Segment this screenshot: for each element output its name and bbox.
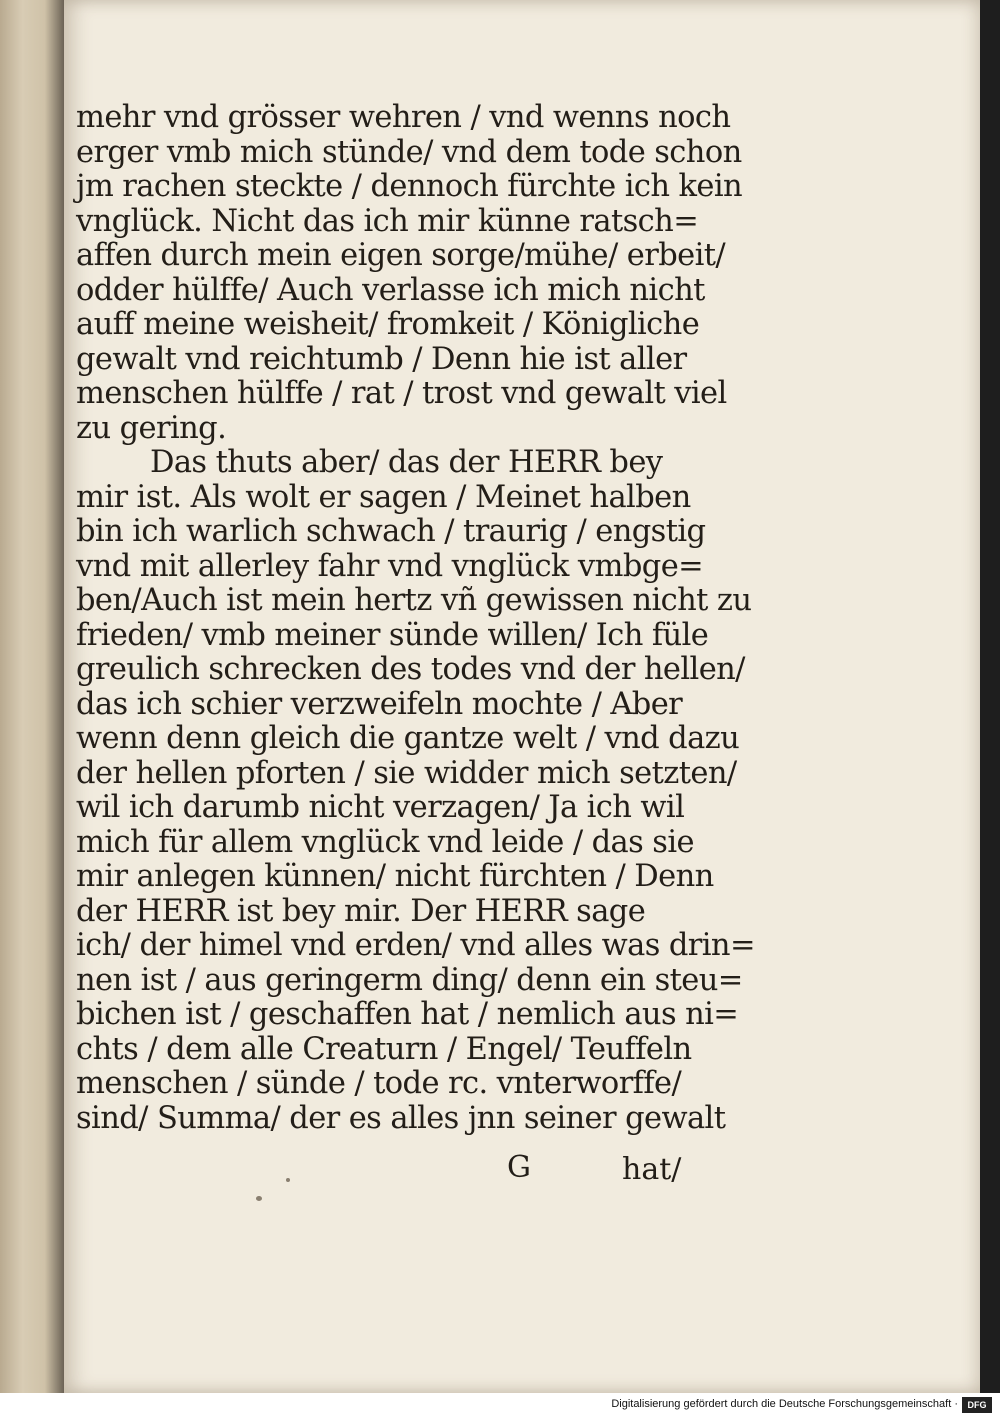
text-line: ich/ der himel vnd erden/ vnd alles was drin= <box>76 928 755 963</box>
text-line: vnd mit allerley fahr vnd vnglück vmbge= <box>76 548 704 584</box>
text-line: zu gering. <box>76 410 227 446</box>
text-line: der HERR ist bey mir. Der HERR sage <box>76 893 646 929</box>
facing-page-edge <box>0 0 64 1393</box>
text-line: wenn denn gleich die gantze welt / vnd dazu <box>76 721 740 756</box>
text-line: vnglück. Nicht das ich mir künne ratsch= <box>76 203 699 239</box>
text-line: mich für allem vnglück vnd leide / das sie <box>76 824 694 860</box>
text-line: mehr vnd grösser wehren / vnd wenns noch <box>76 100 731 135</box>
text-line: bichen ist / geschaffen hat / nemlich aus ni= <box>76 997 739 1032</box>
text-line: erger vmb mich stünde/ vnd dem tode schon <box>76 134 742 170</box>
funding-credit: Digitalisierung gefördert durch die Deutsche Forschungsgemeinschaft · <box>611 1398 958 1410</box>
text-line: chts / dem alle Creaturn / Engel/ Teuffeln <box>76 1031 692 1067</box>
text-line: gewalt vnd reichtumb / Denn hie ist aller <box>76 341 687 377</box>
dfg-logo: DFG <box>962 1397 992 1413</box>
text-line: frieden/ vmb meiner sünde willen/ Ich füle <box>76 617 709 653</box>
text-line: greulich schrecken des todes vnd der hellen/ <box>76 652 745 687</box>
text-line: ben/Auch ist mein hertz vñ gewissen nicht zu <box>76 583 752 618</box>
text-line: das ich schier verzweifeln mochte / Aber <box>76 686 683 722</box>
text-line: mir ist. Als wolt er sagen / Meinet halben <box>76 479 691 515</box>
footer-bar <box>0 1393 1000 1419</box>
text-line: menschen / sünde / tode rc. vnterworffe/ <box>76 1066 682 1101</box>
text-line: wil ich darumb nicht verzagen/ Ja ich wil <box>76 790 685 825</box>
text-line: der hellen pforten / sie widder mich setzten/ <box>76 755 737 791</box>
text-line: odder hülffe/ Auch verlasse ich mich nicht <box>76 272 705 308</box>
text-line: affen durch mein eigen sorge/mühe/ erbeit/ <box>76 238 726 273</box>
page-text-block <box>76 100 755 1136</box>
scan-background-edge <box>980 0 1000 1393</box>
text-line: mir anlegen künnen/ nicht fürchten / Denn <box>76 859 714 894</box>
signature-mark: G <box>507 1150 531 1185</box>
text-line: sind/ Summa/ der es alles jnn seiner gewalt <box>76 1100 726 1136</box>
text-line: menschen hülffe / rat / trost vnd gewalt viel <box>76 376 727 411</box>
text-line: jm rachen steckte / dennoch fürchte ich kein <box>76 169 743 204</box>
text-line-paragraph-start: Das thuts aber/ das der HERR bey <box>150 445 663 480</box>
catchword: hat/ <box>622 1152 682 1187</box>
text-line: nen ist / aus geringerm ding/ denn ein steu= <box>76 962 743 998</box>
text-line: auff meine weisheit/ fromkeit / Königliche <box>76 307 700 342</box>
paper-speck <box>256 1196 262 1201</box>
text-line: bin ich warlich schwach / traurig / engstig <box>76 514 706 549</box>
paper-speck <box>286 1178 290 1182</box>
